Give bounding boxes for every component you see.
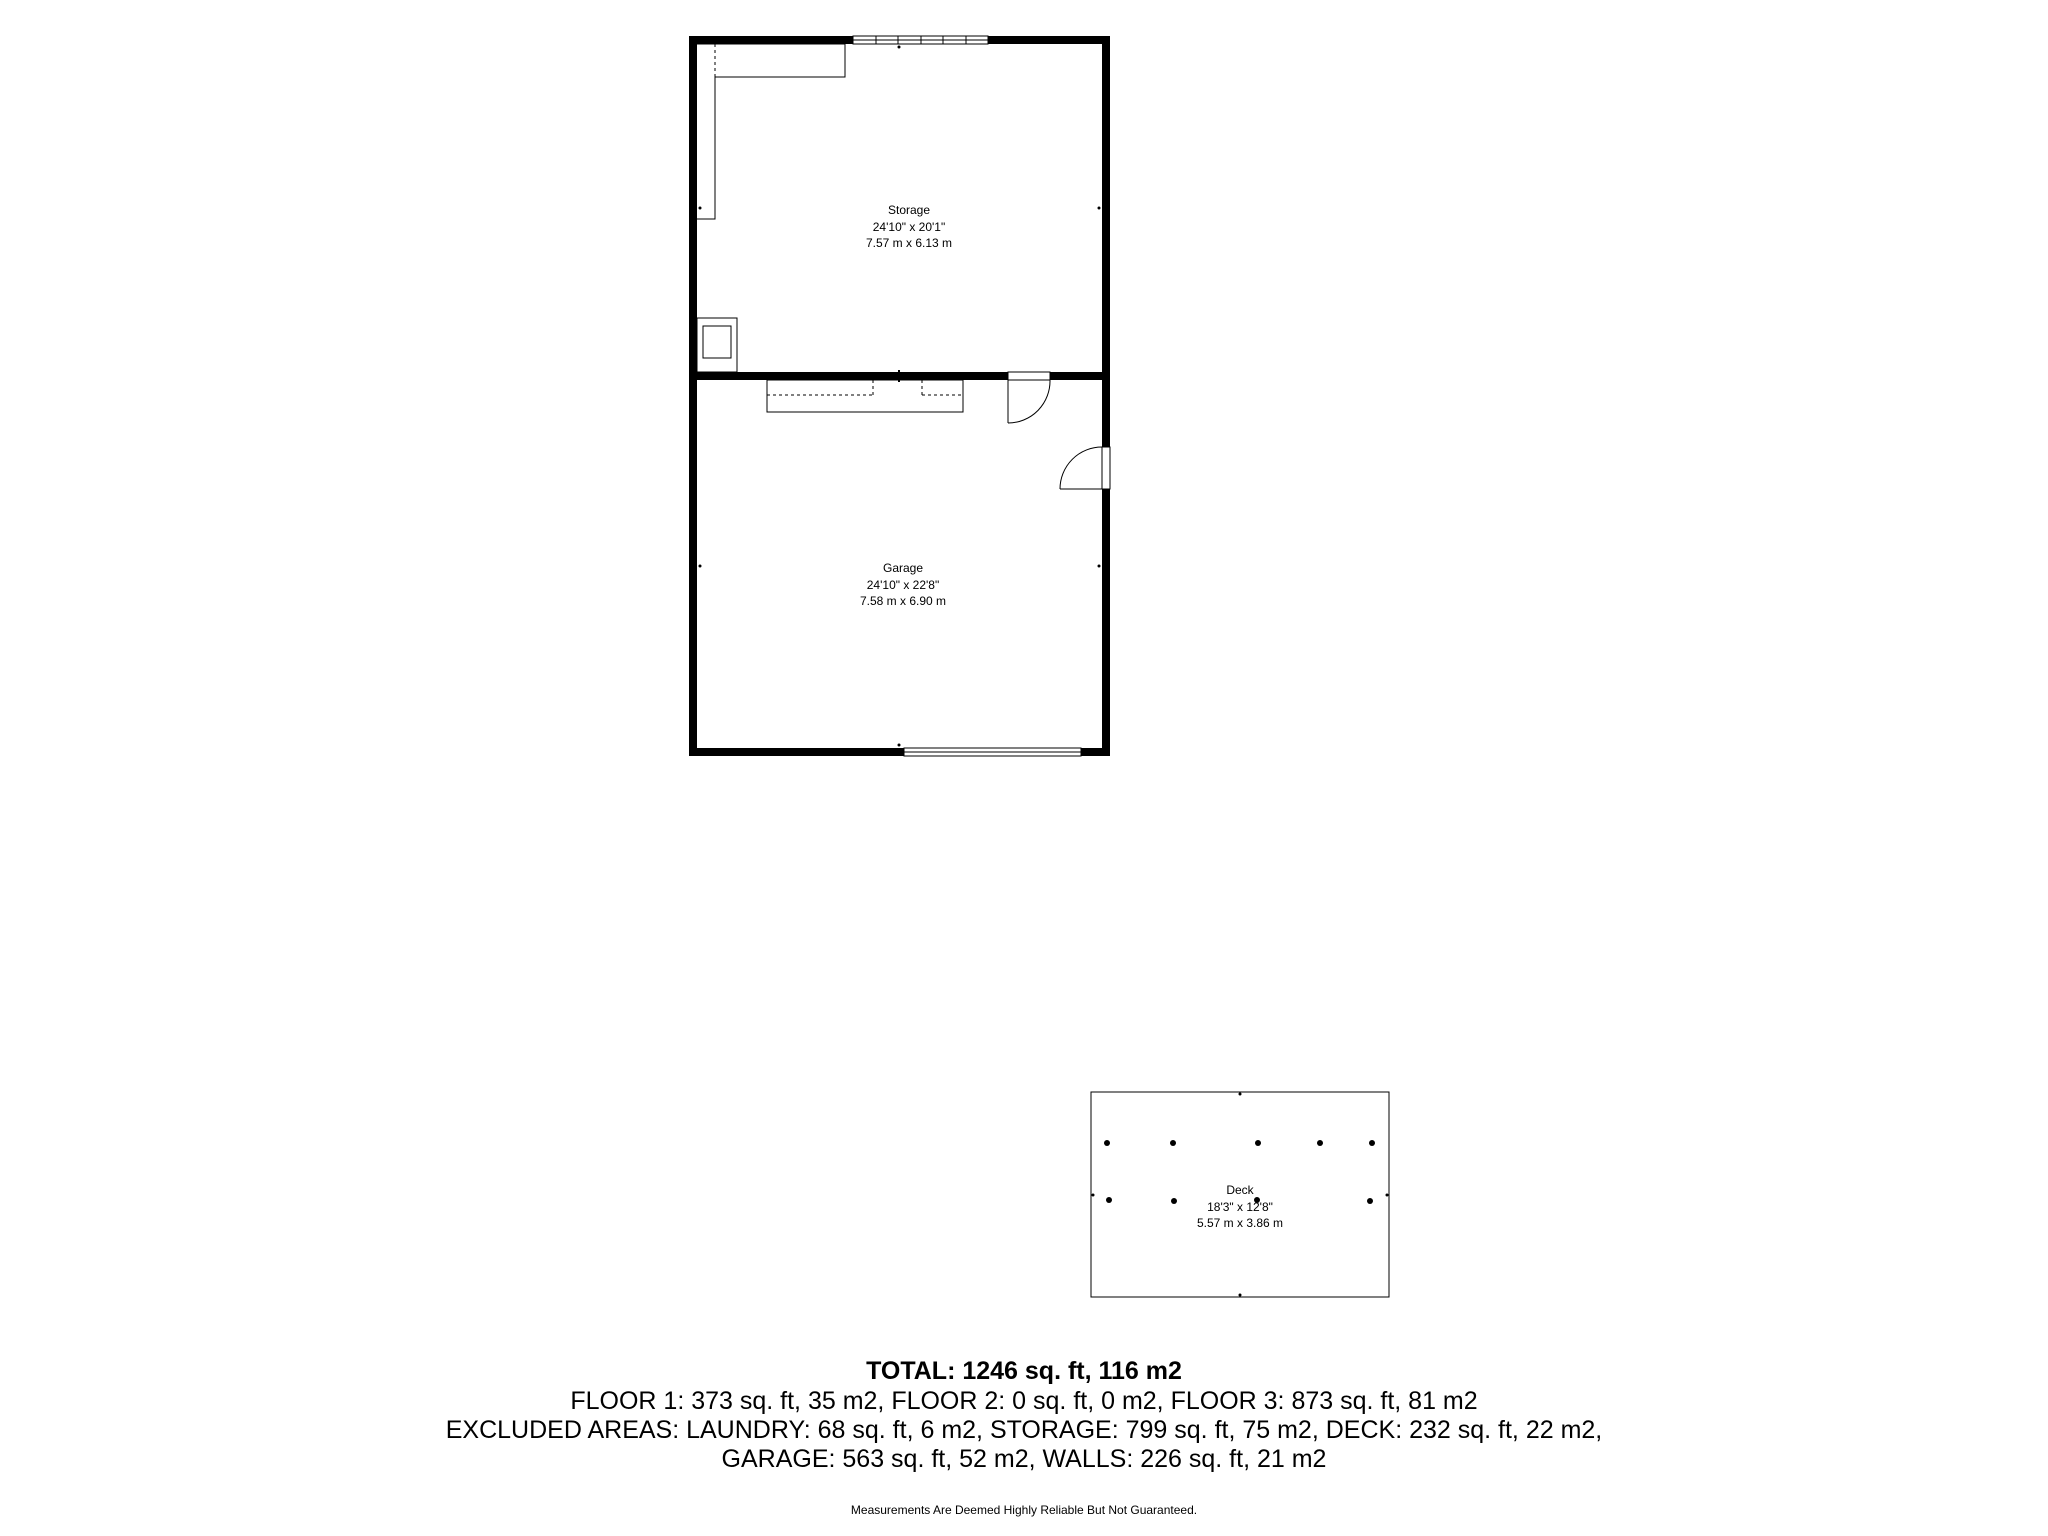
garage-workbench — [767, 380, 963, 412]
excluded-areas: EXCLUDED AREAS: LAUNDRY: 68 sq. ft, 6 m2, STORAGE: 799 sq. ft, 75 m2, DECK: 232 sq. ft, 22 m2, — [445, 1416, 1603, 1444]
exterior-walls — [689, 36, 1110, 756]
storage-appliance — [697, 318, 737, 372]
side-door — [1060, 447, 1110, 489]
deck-dim-metric: 5.57 m x 3.86 m — [1196, 1216, 1284, 1230]
storage-counter — [697, 44, 845, 219]
interior-door — [1008, 372, 1050, 423]
deck-label — [1197, 1183, 1283, 1230]
garage-door — [904, 748, 1081, 756]
garage-dim-imperial: 24'10" x 22'8" — [866, 578, 940, 592]
storage-dim-imperial: 24'10" x 20'1" — [872, 220, 946, 234]
garage-label — [860, 561, 946, 608]
excluded-areas-continued: GARAGE: 563 sq. ft, 52 m2, WALLS: 226 sq. ft, 21 m2 — [721, 1445, 1327, 1473]
deck — [1091, 1092, 1389, 1297]
storage-label — [866, 203, 952, 250]
deck-name: Deck — [1226, 1183, 1254, 1197]
storage-window — [853, 36, 988, 44]
dimension-ticks — [699, 46, 1101, 747]
floor-areas: FLOOR 1: 373 sq. ft, 35 m2, FLOOR 2: 0 sq. ft, 0 m2, FLOOR 3: 873 sq. ft, 81 m2 — [570, 1387, 1478, 1415]
storage-dim-metric: 7.57 m x 6.13 m — [865, 236, 953, 250]
garage-dim-metric: 7.58 m x 6.90 m — [859, 594, 947, 608]
storage-name: Storage — [887, 203, 931, 217]
deck-dim-imperial: 18'3" x 12'8" — [1207, 1200, 1273, 1214]
disclaimer: Measurements Are Deemed Highly Reliable But Not Guaranteed. — [850, 1503, 1198, 1517]
garage-name: Garage — [882, 561, 924, 575]
total-area: TOTAL: 1246 sq. ft, 116 m2 — [866, 1357, 1182, 1385]
main-building — [689, 36, 1110, 756]
